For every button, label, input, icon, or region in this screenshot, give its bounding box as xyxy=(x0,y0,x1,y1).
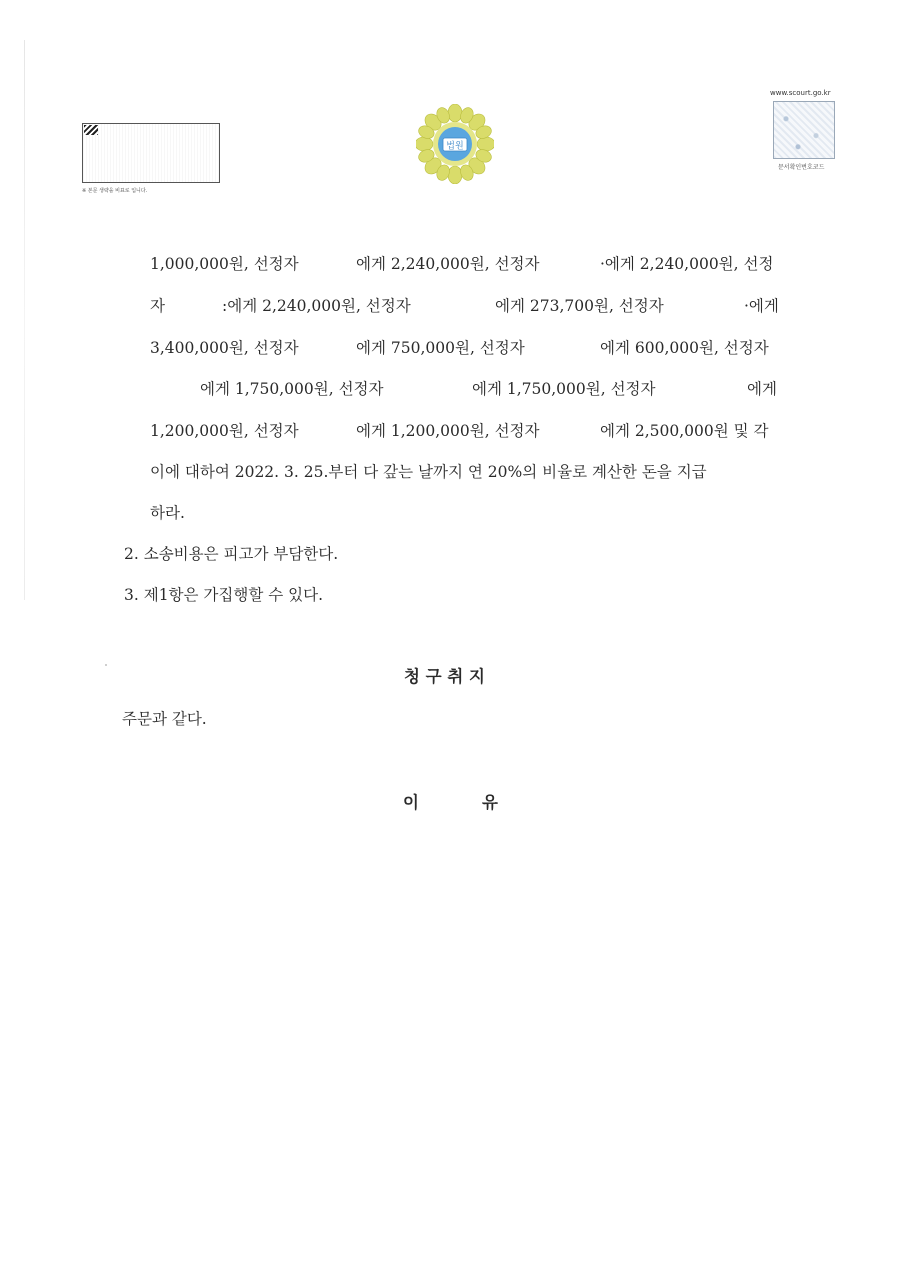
text-segment: 자 xyxy=(150,297,165,315)
text-segment: 1,000,000원, 선정자 xyxy=(150,255,299,273)
text-segment: 에게 xyxy=(747,380,777,398)
text-segment: 에게 750,000원, 선정자 xyxy=(356,339,525,357)
text-segment: 하라. xyxy=(150,504,185,522)
text-segment: 에게 1,200,000원, 선정자 xyxy=(356,422,540,440)
body-line-7 xyxy=(150,501,780,529)
claim-section-title: 청 구 취 지 xyxy=(404,667,485,686)
order-item-2: 2. 소송비용은 피고가 부담한다. xyxy=(124,545,339,563)
body-line-6 xyxy=(150,460,780,488)
text-segment: 에게 600,000원, 선정자 xyxy=(600,339,769,357)
reason-title-left: 이 xyxy=(403,793,419,812)
order-item-3: 3. 제1항은 가집행할 수 있다. xyxy=(124,586,324,604)
scan-edge xyxy=(24,40,25,600)
barcode-caption: ※ 본문 생략을 비표로 입니다. xyxy=(82,188,148,194)
text-segment: 에게 2,240,000원, 선정자 xyxy=(356,255,540,273)
text-segment: :에게 2,240,000원, 선정자 xyxy=(222,297,411,315)
scan-speck xyxy=(105,664,107,666)
qr-url: www.scourt.go.kr xyxy=(770,89,831,97)
reason-title-right: 유 xyxy=(482,793,498,812)
text-segment: 이에 대하여 2022. 3. 25.부터 다 갚는 날까지 연 20%의 비율로 계산한 돈을 지급 xyxy=(150,463,707,481)
text-segment: 3,400,000원, 선정자 xyxy=(150,339,299,357)
body-line-5 xyxy=(150,419,780,447)
text-segment: 에게 1,750,000원, 선정자 xyxy=(472,380,656,398)
qr-caption: 문서확인번호코드 xyxy=(778,164,825,171)
emblem-label: 법원 xyxy=(446,141,464,152)
body-line-3 xyxy=(150,336,780,364)
body-line-2 xyxy=(150,294,780,322)
text-segment: 에게 273,700원, 선정자 xyxy=(495,297,664,315)
text-segment: ·에게 xyxy=(744,297,779,315)
text-segment: 1,200,000원, 선정자 xyxy=(150,422,299,440)
document-barcode-box xyxy=(82,123,220,183)
claim-section-text: 주문과 같다. xyxy=(122,710,207,728)
text-segment: 에게 1,750,000원, 선정자 xyxy=(200,380,384,398)
body-line-1 xyxy=(150,252,780,280)
text-segment: ·에게 2,240,000원, 선정 xyxy=(600,255,774,273)
barcode-corner-mark xyxy=(84,125,98,135)
verification-qr-code xyxy=(773,101,835,159)
body-line-4 xyxy=(150,377,780,405)
court-emblem-icon xyxy=(416,104,494,184)
text-segment: 에게 2,500,000원 및 각 xyxy=(600,422,769,440)
